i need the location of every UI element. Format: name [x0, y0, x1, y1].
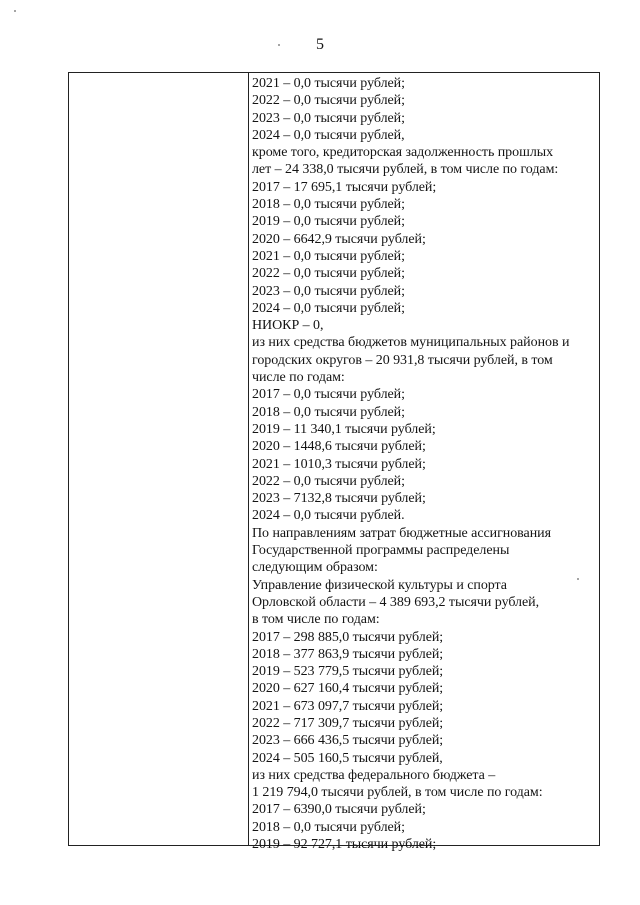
- text-line: городских округов – 20 931,8 тысячи рублей, в том: [252, 352, 553, 368]
- text-line: 2024 – 0,0 тысячи рублей.: [252, 508, 405, 524]
- text-line: 1 219 794,0 тысячи рублей, в том числе по годам:: [252, 785, 543, 801]
- text-line: кроме того, кредиторская задолженность прошлых: [252, 145, 554, 161]
- text-line: 2023 – 0,0 тысячи рублей;: [252, 283, 405, 299]
- text-line: из них средства федерального бюджета –: [252, 767, 496, 783]
- text-line: 2022 – 0,0 тысячи рублей;: [252, 93, 405, 109]
- text-line: 2020 – 627 160,4 тысячи рублей;: [252, 681, 444, 697]
- text-line: 2021 – 1010,3 тысячи рублей;: [252, 456, 426, 472]
- text-line: По направлениям затрат бюджетные ассигнования: [252, 525, 551, 541]
- text-line: 2017 – 17 695,1 тысячи рублей;: [252, 179, 437, 195]
- text-line: 2019 – 11 340,1 тысячи рублей;: [252, 421, 436, 437]
- text-line: 2018 – 0,0 тысячи рублей;: [252, 404, 405, 420]
- text-line: из них средства бюджетов муниципальных районов и: [252, 335, 570, 351]
- text-line: числе по годам:: [252, 370, 345, 386]
- text-line: 2017 – 298 885,0 тысячи рублей;: [252, 629, 444, 645]
- page-number: 5: [316, 36, 324, 53]
- text-line: 2020 – 6642,9 тысячи рублей;: [252, 231, 426, 247]
- text-line: 2019 – 0,0 тысячи рублей;: [252, 214, 405, 230]
- text-line: 2018 – 377 863,9 тысячи рублей;: [252, 646, 444, 662]
- column-divider: [248, 73, 249, 845]
- budget-table: [68, 72, 600, 853]
- text-line: 2020 – 1448,6 тысячи рублей;: [252, 439, 426, 455]
- text-line: в том числе по годам:: [252, 612, 380, 628]
- text-line: 2023 – 7132,8 тысячи рублей;: [252, 491, 426, 507]
- text-line: лет – 24 338,0 тысячи рублей, в том числе по годам:: [252, 162, 559, 178]
- text-line: Государственной программы распределены: [252, 543, 510, 559]
- text-line: 2017 – 0,0 тысячи рублей;: [252, 387, 405, 403]
- text-line: 2024 – 0,0 тысячи рублей;: [252, 300, 405, 316]
- text-line: 2024 – 505 160,5 тысячи рублей,: [252, 750, 443, 766]
- right-cell: [252, 75, 597, 853]
- scan-speck: [14, 10, 16, 12]
- text-line: 2022 – 717 309,7 тысячи рублей;: [252, 715, 444, 731]
- text-line: Управление физической культуры и спорта: [252, 577, 507, 593]
- text-line: Орловской области – 4 389 693,2 тысячи рублей,: [252, 594, 540, 610]
- text-line: 2023 – 666 436,5 тысячи рублей;: [252, 733, 444, 749]
- text-line: 2021 – 0,0 тысячи рублей;: [252, 76, 405, 91]
- scan-speck: [278, 44, 280, 46]
- text-line: 2021 – 0,0 тысячи рублей;: [252, 248, 405, 264]
- text-line: 2022 – 0,0 тысячи рублей;: [252, 266, 405, 282]
- text-line: 2018 – 0,0 тысячи рублей;: [252, 819, 405, 835]
- text-line: 2021 – 673 097,7 тысячи рублей;: [252, 698, 444, 714]
- text-line: 2019 – 523 779,5 тысячи рублей;: [252, 664, 444, 680]
- text-line: НИОКР – 0,: [252, 318, 324, 334]
- text-line: 2023 – 0,0 тысячи рублей;: [252, 110, 405, 126]
- text-line: 2024 – 0,0 тысячи рублей,: [252, 127, 405, 143]
- scan-speck: [577, 578, 579, 580]
- text-line: 2019 – 92 727,1 тысячи рублей;: [252, 837, 437, 853]
- text-line: 2018 – 0,0 тысячи рублей;: [252, 197, 405, 213]
- text-line: 2022 – 0,0 тысячи рублей;: [252, 473, 405, 489]
- text-line: 2017 – 6390,0 тысячи рублей;: [252, 802, 426, 818]
- text-line: следующим образом:: [252, 560, 378, 576]
